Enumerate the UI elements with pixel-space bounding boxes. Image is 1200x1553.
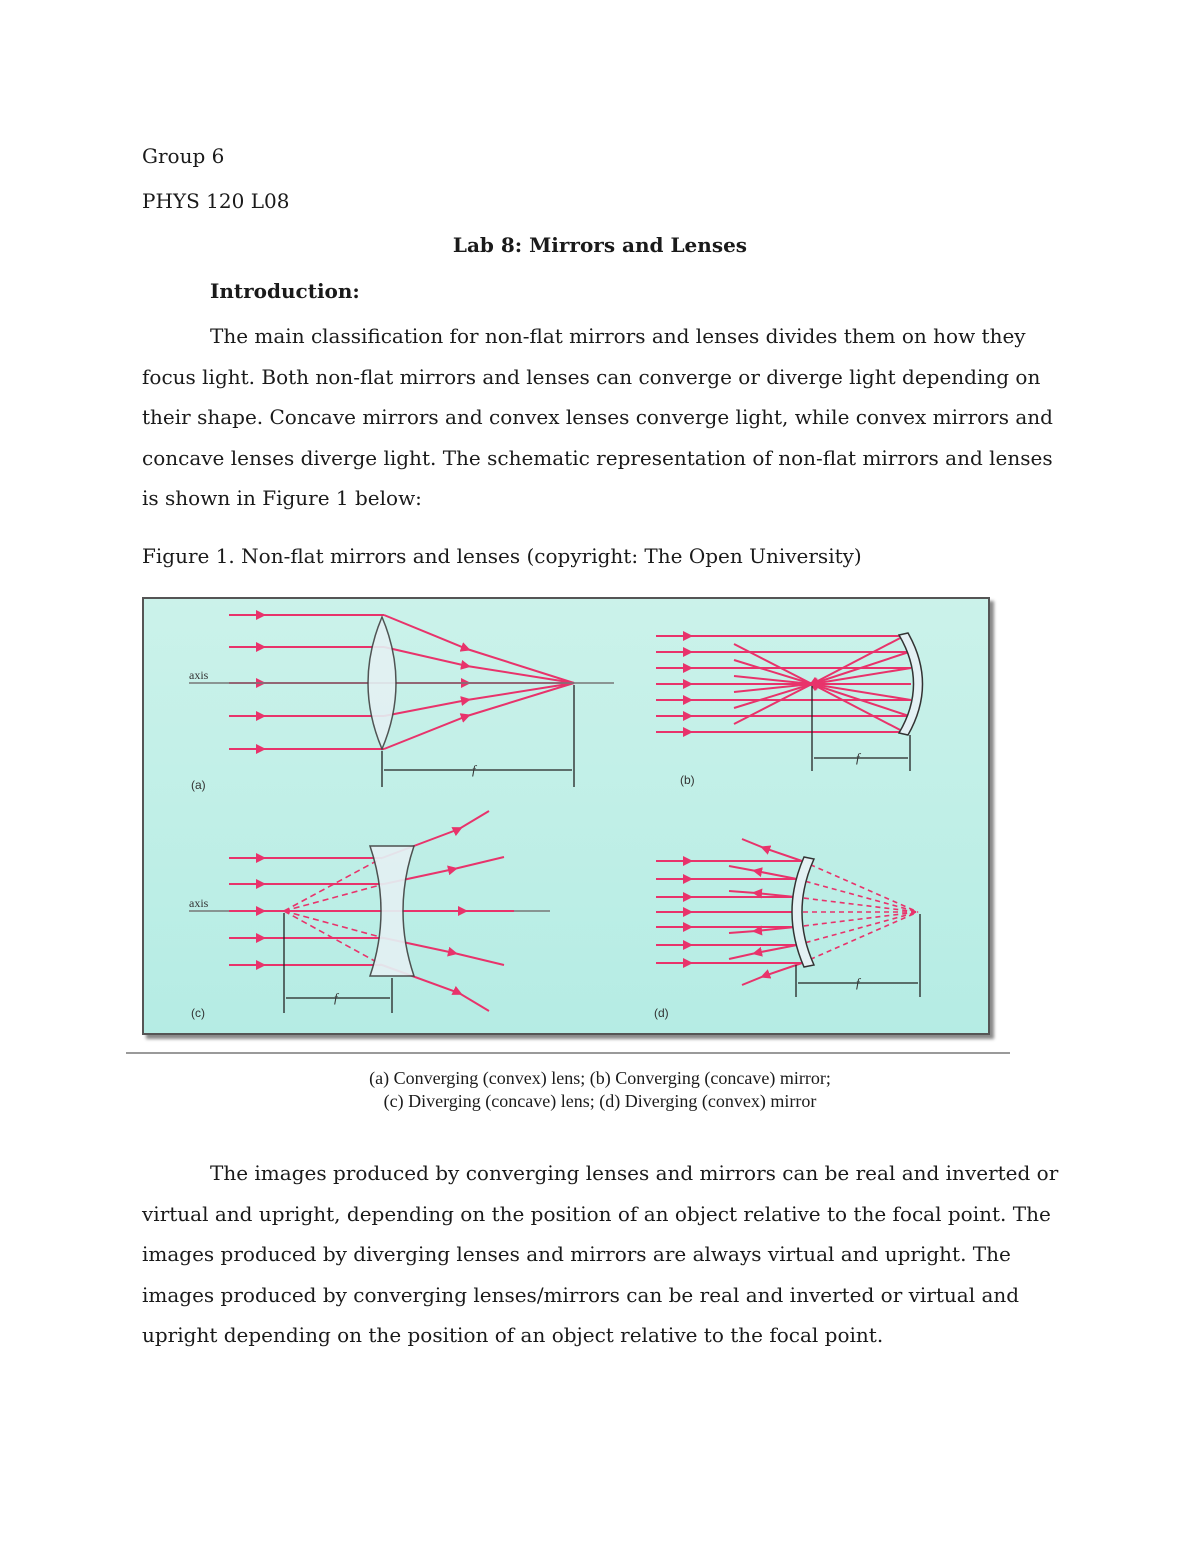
- images-paragraph: The images produced by converging lenses and mirrors can be real and inverted or virtual and upright, depending on the position of an object relative to the focal point. The images produced by diverging lenses and mirrors are always virtual and upright. The images produced by converging lenses/mirrors can be real and inverted or virtual and upright depending on the position of an object relative to the focal point.: [142, 1161, 1059, 1348]
- panel-c-axis-label: axis: [189, 896, 209, 910]
- panel-c-diverging-lens: [229, 811, 514, 1011]
- convex-lens-shape: [368, 617, 396, 749]
- panel-a-focal-dim: [382, 685, 574, 787]
- panel-b-concave-mirror: [656, 636, 911, 732]
- panel-c-label: (c): [191, 1006, 205, 1020]
- introduction-paragraph: The main classification for non-flat mirrors and lenses divides them on how they focus light. Both non-flat mirrors and lenses can converge or diverge light depending on their shape. Concave mirrors and convex lenses converge light, while convex mirrors and concave lenses diverge light. The schematic representation of non-flat mirrors and lenses is shown in Figure 1 below:: [142, 324, 1053, 511]
- ray-diagram: [144, 599, 988, 1033]
- caption-divider: [126, 1052, 1010, 1054]
- page-title: Lab 8: Mirrors and Lenses: [452, 233, 748, 257]
- panel-b-focal-label: f: [856, 750, 860, 765]
- figure-label: Figure 1. Non-flat mirrors and lenses (copyright: The Open University): [142, 544, 862, 568]
- panel-a-focal-label: f: [472, 762, 476, 777]
- panel-d-convex-mirror: [656, 839, 802, 985]
- panel-a-label: (a): [191, 778, 206, 792]
- panel-d-label: (d): [654, 1006, 669, 1020]
- panel-a-converging-lens: [229, 615, 574, 749]
- panel-c-focal-label: f: [334, 990, 338, 1005]
- panel-d-virtual-rays: [794, 861, 918, 963]
- caption-line-2: (c) Diverging (concave) lens; (d) Diverging (convex) mirror: [383, 1091, 817, 1111]
- figure-caption: [0, 1067, 1200, 1113]
- panel-b-label: (b): [680, 773, 695, 787]
- author-group: Group 6: [142, 144, 225, 168]
- course-code: PHYS 120 L08: [142, 189, 290, 213]
- panel-a-axis-label: axis: [189, 668, 209, 682]
- caption-line-1: (a) Converging (convex) lens; (b) Converging (concave) mirror;: [369, 1068, 831, 1088]
- figure-mirrors-lenses: [142, 597, 990, 1035]
- panel-d-focal-label: f: [856, 975, 860, 990]
- introduction-heading: Introduction:: [210, 279, 360, 303]
